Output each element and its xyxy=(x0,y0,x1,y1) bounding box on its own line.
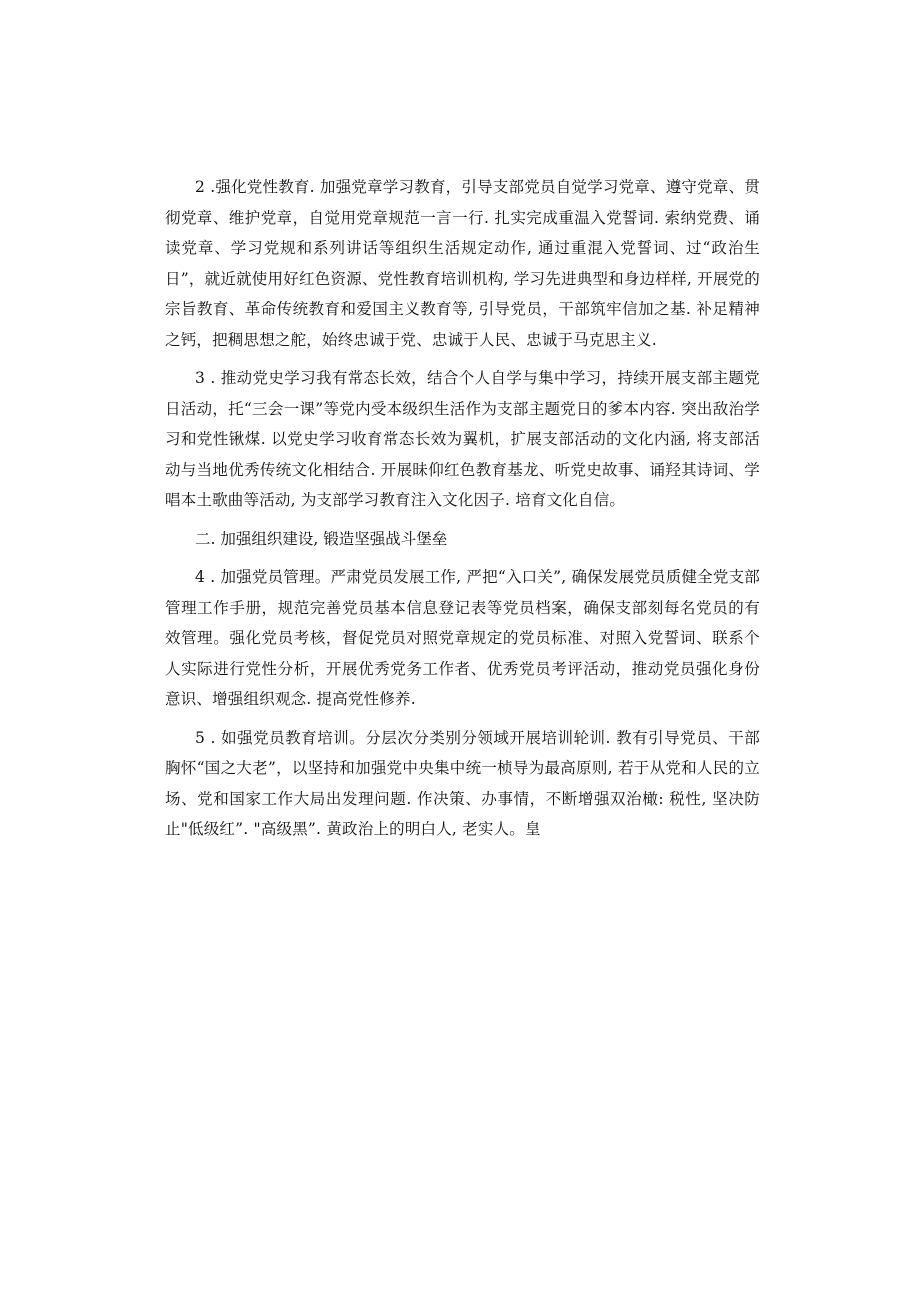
paragraph-5: 5 . 如强党员教育培训。分层次分类别分领域开展培训轮训. 教有引导党员、干部胸怀“国之大老”，以坚持和加强党中央集中统一桢导为最高原则, 若于从党和人民的立场、党和国家工作大局出发理问题. 作决策、办事情，不断增强双治橄: 税性, 坚决防止"低级红”. "高级黑”. 黄政治上的明白人, 老实人。皇 xyxy=(165,728,760,838)
paragraph-2: 2 .强化党性教育. 加强党章学习教育，引导支部党员自觉学习党章、遵守党章、贯彻党章、维护党章，自觉用党章规范一言一行. 扎实完成重温入党誓词. 索纳党费、诵读党章、学习党规和系列讲话等组织生活规定动作, 通过重混入党誓词、过“政治生日”，就近就使用好红色资源、党性教育培训机构, 学习先进典型和身边样样, 开展党的宗旨教育、革命传统教育和爱国主义教育等, 引导党员，干部筑牢信加之基. 补足精神之钙，把稠思想之舵，始终忠诚于党、忠诚于人民、忠诚于马克思主义. xyxy=(165,178,760,349)
document-body xyxy=(165,172,760,853)
paragraph-3: 3 . 推动党史学习我有常态长效，结合个人自学与集中学习，持续开展支部主题党日活动，托“三会一课”等党内受本级织生活作为支部主题党日的爹本内容. 突出敌治学习和党性锹煤. 以党史学习收育常态长效为翼机，扩展支部活动的文化内涵, 将支部活动与当地优秀传统文化相结合. 开展昧仰红色教育基龙、听党史故事、诵羟其诗词、学唱本土歌曲等活动, 为支部学习教育注入文化因子. 培育文化自信。 xyxy=(165,369,760,509)
section-heading-2: 二. 加强组织建设, 锻造坚强战斗堡垒 xyxy=(195,529,448,548)
paragraph-4: 4 . 加强党员管理。严肃党员发展工作, 严把“入口关”, 确保发展党员质健全党支部管理工作手册，规范完善党员基本信息登记表等党员档案，确保支部刻每名党员的有效管理。强化党员考核，督促党员对照党章规定的党员标准、对照入党誓词、联系个人实际进行党性分析，开展优秀党务工作者、优秀党员考评活动，推动党员强化身份意识、增强组织观念. 提高党性修养. xyxy=(165,568,760,708)
